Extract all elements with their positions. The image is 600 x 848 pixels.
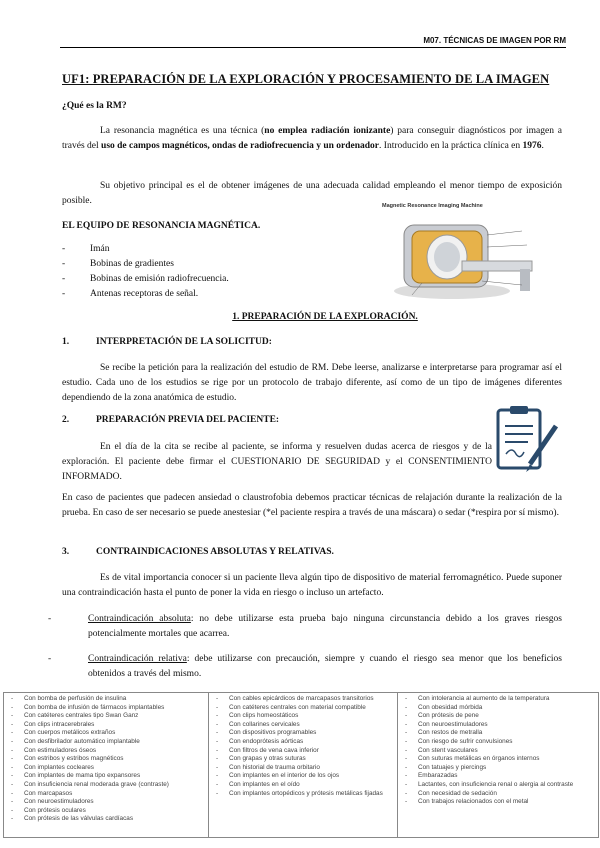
list-item: - Con historial de trauma orbitario xyxy=(213,764,393,773)
list-item: - Lactantes, con insuficiencia renal o alergia al contraste xyxy=(402,781,592,790)
list-item: - Embarazadas xyxy=(402,772,592,781)
list-item: - Con prótesis de pene xyxy=(402,712,592,721)
list-item: - Con marcapasos xyxy=(8,790,204,799)
list-item: - Con clips homeostáticos xyxy=(213,712,393,721)
list-item: - Con stent vasculares xyxy=(402,747,592,756)
contraindications-table xyxy=(3,692,599,838)
intro-paragraph-2: Su objetivo principal es el de obtener imágenes de una adecuada calidad empleando el menor tiempo de exposición posible. xyxy=(62,181,562,206)
list-item: - Con restos de metralla xyxy=(402,729,592,738)
list-item: - Con neuroestimuladores xyxy=(8,798,204,807)
list-item: - Con filtros de vena cava inferior xyxy=(213,747,393,756)
list-item: - Con tatuajes y piercings xyxy=(402,764,592,773)
section-title: 1. PREPARACIÓN DE LA EXPLORACIÓN. xyxy=(232,312,418,322)
list-item: - Con cables epicárdicos de marcapasos transitorios xyxy=(213,695,393,704)
page-title: UF1: PREPARACIÓN DE LA EXPLORACIÓN Y PROCESAMIENTO DE LA IMAGEN xyxy=(62,72,550,86)
relative-contraindication: - Contraindicación relativa: debe utilizarse con precaución, siempre y cuando el riesgo sea menor que los beneficios obtenidos a través del mismo. xyxy=(48,654,562,679)
list-item: - Con dispositivos programables xyxy=(213,729,393,738)
list-item: - Con suturas metálicas en órganos internos xyxy=(402,755,592,764)
list-item: - Con implantes cocleares xyxy=(8,764,204,773)
list-item: - Con catéteres centrales con material compatible xyxy=(213,704,393,713)
list-item: - Con collarines cervicales xyxy=(213,721,393,730)
question-heading: ¿Qué es la RM? xyxy=(62,101,127,111)
list-item: - Con neuroestimuladores xyxy=(402,721,592,730)
clipboard-icon xyxy=(494,404,560,478)
running-header: M07. TÉCNICAS DE IMAGEN POR RM xyxy=(423,36,566,45)
list-item: - Con insuficiencia renal moderada grave (contraste) xyxy=(8,781,204,790)
absolute-contraindication: - Contraindicación absoluta: no debe utilizarse esta prueba bajo ninguna circunstancia debido a los graves riesgos potencialmente mortales que acarrea. xyxy=(48,614,562,639)
table-column-1 xyxy=(4,693,209,837)
equipo-heading: EL EQUIPO DE RESONANCIA MAGNÉTICA. xyxy=(62,221,261,231)
subsection-2-text-b: En caso de pacientes que padecen ansiedad o claustrofobia debemos practicar técnicas de relajación durante la realización de la prueba. En caso de ser necesario se puede anestesiar (*el paciente respira a través de una máscara) o sedar (*respira por sí mismo). xyxy=(62,493,562,518)
list-item: - Con prótesis oculares xyxy=(8,807,204,816)
list-item: - Con implantes ortopédicos y prótesis metálicas fijadas xyxy=(213,790,393,799)
list-item: - Con necesidad de sedación xyxy=(402,790,592,799)
list-item: - Con intolerancia al aumento de la temperatura xyxy=(402,695,592,704)
subsection-1-text: Se recibe la petición para la realización del estudio de RM. Debe leerse, analizarse e interpretarse para programar así el estudio. Cada uno de los estudios se rige por un protocolo de trabajo diferente, así como de un tipo de imágenes diferentes dependiendo de la zona anatómica de estudio. xyxy=(62,363,562,403)
list-item: - Con clips intracerebrales xyxy=(8,721,204,730)
list-item: - Con estimuladores óseos xyxy=(8,747,204,756)
mri-machine-illustration xyxy=(382,203,562,301)
list-item: - Bobinas de emisión radiofrecuencia. xyxy=(60,272,229,287)
list-item: - Con implantes en el oído xyxy=(213,781,393,790)
subsection-3-text: Es de vital importancia conocer si un paciente lleva algún tipo de dispositivo de material ferromagnético. Puede suponer una contraindicación hasta el punto de poner la vida en riesgo o incluso un artefacto. xyxy=(62,573,562,598)
list-item: - Con implantes en el interior de los ojos xyxy=(213,772,393,781)
list-item: - Con desfibrilador automático implantable xyxy=(8,738,204,747)
header-rule xyxy=(60,47,566,48)
table-column-2 xyxy=(209,693,398,837)
list-item: - Con bomba de infusión de fármacos implantables xyxy=(8,704,204,713)
subsection-2-heading: 2. PREPARACIÓN PREVIA DEL PACIENTE: xyxy=(62,415,280,425)
subsection-3-heading: 3. CONTRAINDICACIONES ABSOLUTAS Y RELATIVAS. xyxy=(62,547,334,557)
intro-paragraph-1: La resonancia magnética es una técnica (no emplea radiación ionizante) para conseguir diagnósticos por imagen a través del uso de campos magnéticos, ondas de radiofrecuencia y un ordenador. Introducido en la práctica clínica en 1976. xyxy=(62,126,563,151)
figure-title: Magnetic Resonance Imaging Machine xyxy=(382,203,483,209)
list-item: - Antenas receptoras de señal. xyxy=(60,287,229,302)
table-column-3 xyxy=(398,693,596,837)
list-item: - Con obesidad mórbida xyxy=(402,704,592,713)
list-item: - Bobinas de gradientes xyxy=(60,257,229,272)
subsection-1-heading: 1. INTERPRETACIÓN DE LA SOLICITUD: xyxy=(62,337,272,347)
list-item: - Con implantes de mama tipo expansores xyxy=(8,772,204,781)
list-item: - Imán xyxy=(60,242,229,257)
subsection-2-text-a: En el día de la cita se recibe al paciente, se informa y resuelven dudas acerca de riesgos y de la exploración. El paciente debe firmar el CUESTIONARIO DE SEGURIDAD y el CONSENTIMIENTO INFORMADO. xyxy=(62,442,492,482)
list-item: - Con estribos y estribos magnéticos xyxy=(8,755,204,764)
list-item: - Con riesgo de sufrir convulsiones xyxy=(402,738,592,747)
list-item: - Con bomba de perfusión de insulina xyxy=(8,695,204,704)
list-item: - Con endoprótesis aórticas xyxy=(213,738,393,747)
list-item: - Con grapas y otras suturas xyxy=(213,755,393,764)
list-item: - Con trabajos relacionados con el metal xyxy=(402,798,592,807)
list-item: - Con cuerpos metálicos extraños xyxy=(8,729,204,738)
list-item: - Con catéteres centrales tipo Swan Ganz xyxy=(8,712,204,721)
list-item: - Con prótesis de las válvulas cardíacas xyxy=(8,815,204,824)
equipo-list xyxy=(60,242,229,302)
